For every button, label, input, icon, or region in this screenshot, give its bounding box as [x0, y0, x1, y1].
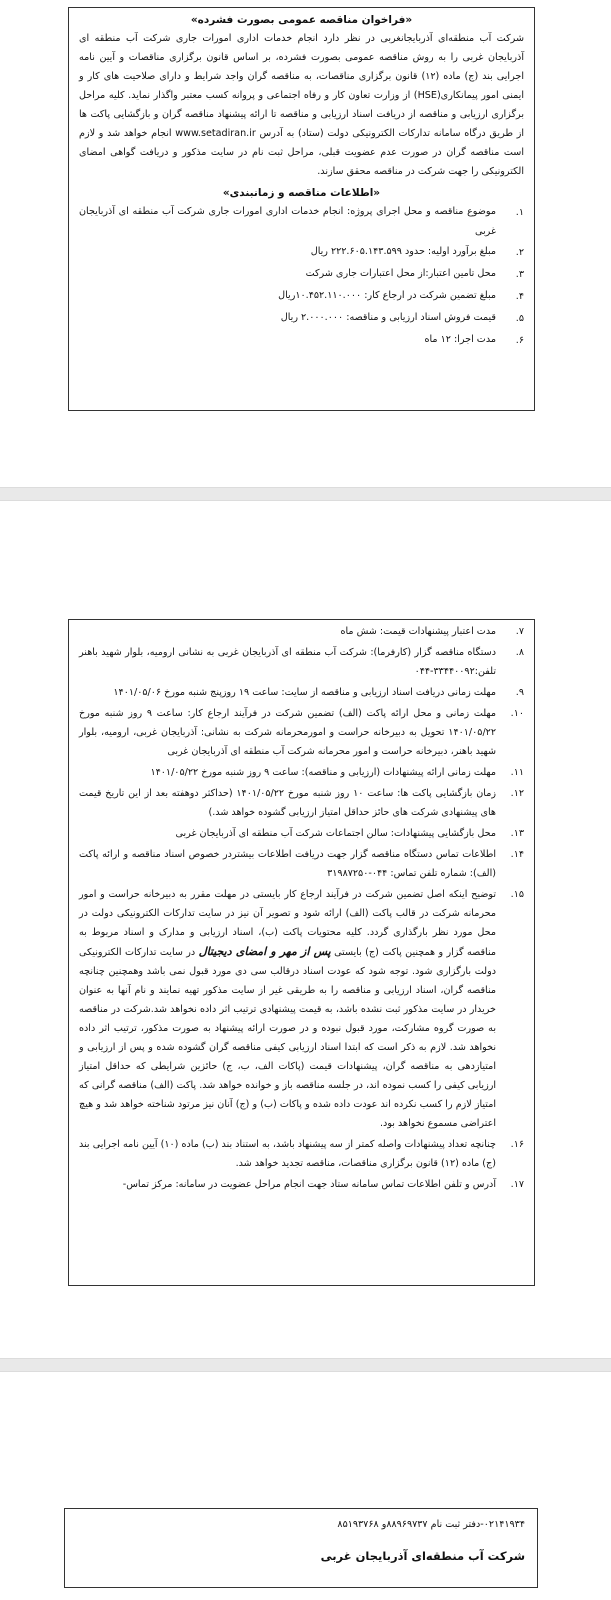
item-text-emphasis: پس از مهر و امضای دیجیتال	[198, 945, 331, 958]
list-item	[79, 885, 524, 1133]
item-number: ۴.	[515, 291, 524, 302]
page-1-notice	[68, 7, 535, 411]
company-name: شرکت آب منطقه‌ای آذربایجان غربی	[320, 1549, 525, 1563]
item-text: آدرس و تلفن اطلاعات تماس سامانه ستاد جهت انجام مراحل عضویت در سامانه: مرکز تماس-	[122, 1179, 496, 1190]
item-number: ۵.	[515, 313, 524, 324]
item-number: ۱۵.	[510, 889, 524, 900]
item-number: ۶.	[515, 335, 524, 346]
item-number: ۹.	[515, 687, 524, 698]
item-text: قیمت فروش اسناد ارزیابی و مناقصه: ۲.۰۰۰.۰۰۰ ریال	[280, 312, 496, 323]
contact-line: ۰۲۱۴۱۹۳۴-دفتر ثبت نام ۸۸۹۶۹۷۳۷و ۸۵۱۹۳۷۶۸	[337, 1519, 525, 1530]
item-text: مبلغ تضمین شرکت در ارجاع کار: ۱۰.۴۵۲.۱۱۰.۰۰۰ریال	[278, 290, 496, 301]
list-item	[79, 242, 524, 264]
item-number: ۷.	[515, 626, 524, 637]
item-text	[79, 885, 496, 1133]
page-separator	[0, 487, 611, 501]
notice-title: «فراخوان مناقصه عمومی بصورت فشرده»	[190, 14, 413, 26]
item-number: ۱۰.	[510, 708, 524, 719]
item-number: ۱.	[515, 207, 524, 218]
item-number: ۱۴.	[510, 849, 524, 860]
item-text: مهلت زمانی و محل ارائه پاکت (الف) تضمین شرکت در فرآیند ارجاع کار: ساعت ۹ روز شنبه مورخ ۱۴۰۱/۰۵/۲۲ تحویل به دبیرخانه حراست و امورمحرمانه شرکت به نشانی: آذربایجان غربی، ارومیه، بلوار شهید باهنر، دبیرخانه حراست و امور محرمانه شرکت آب منطقه ای آذربایجان غربی	[79, 708, 496, 757]
tender-info-list	[79, 202, 524, 352]
item-text: چنانچه تعداد پیشنهادات واصله کمتر از سه پیشنهاد باشد، به استناد بند (ب) ماده (۱۰) آیین نامه اجرایی بند (ج) ماده (۱۲) قانون برگزاری مناقصات، مناقصه تجدید خواهد شد.	[79, 1139, 496, 1169]
list-item	[79, 308, 524, 330]
item-number: ۱۲.	[510, 788, 524, 799]
item-number: ۸.	[515, 647, 524, 658]
page-3-footer	[64, 1508, 538, 1588]
item-number: ۱۱.	[510, 767, 524, 778]
page-2-notice	[68, 619, 535, 1286]
section-subtitle: «اطلاعات مناقصه و زمانبندی»	[222, 187, 381, 199]
item-text: زمان بازگشایی پاکت ها: ساعت ۱۰ روز شنبه مورخ ۱۴۰۱/۰۵/۲۲ (حداکثر دوهفته بعد از این تاریخ قیمت های پیشنهادی شرکت های حائز حداقل امتیاز ارزیابی گشوده خواهد شد.)	[79, 788, 496, 818]
list-item	[79, 622, 524, 641]
item-number: ۱۷.	[510, 1179, 524, 1190]
list-item	[79, 1175, 524, 1194]
item-text: دستگاه مناقصه گزار (کارفرما): شرکت آب منطقه ای آذربایجان غربی به نشانی ارومیه، بلوار شهید باهنر تلفن:۳۳۴۴۰۰۹۲-۰۴۴	[79, 647, 496, 677]
item-text: مدت اجرا: ۱۲ ماه	[424, 334, 496, 345]
item-number: ۳.	[515, 269, 524, 280]
list-item	[79, 845, 524, 883]
list-item	[79, 704, 524, 761]
item-number: ۱۶.	[510, 1139, 524, 1150]
item-text: محل تامین اعتبار:از محل اعتبارات جاری شرکت	[305, 268, 496, 279]
item-text: موضوع مناقصه و محل اجرای پروژه: انجام خدمات اداری امورات جاری شرکت آب منطقه ای آذربایجان غربی	[79, 206, 496, 237]
list-item	[79, 763, 524, 782]
list-item	[79, 784, 524, 822]
list-item	[79, 824, 524, 843]
list-item	[79, 264, 524, 286]
list-item	[79, 330, 524, 352]
item-text: مهلت زمانی ارائه پیشنهادات (ارزیابی و مناقصه): ساعت ۹ روز شنبه مورخ ۱۴۰۱/۰۵/۲۲	[150, 767, 496, 778]
page-separator	[0, 1358, 611, 1372]
item-text-before: توضیح اینکه اصل تضمین شرکت در فرآیند ارجاع کار بایستی در مهلت مقرر به دبیرخانه حراست و امور محرمانه شرکت در قالب پاکت (الف) ارائه شود و تصویر آن نیز در سایت تدارکات الکترونیکی دولت در محل مورد نظر بارگذاری گردد. کلیه محتویات پاکت (ب)، اسناد ارزیابی و مدارک و اسناد مربوط به مناقصه گزار و همچنین پاکت (ج) بایستی	[79, 889, 496, 958]
tender-schedule-list	[79, 622, 524, 1194]
item-text: مبلغ برآورد اولیه: حدود ۲۲۲.۶۰۵.۱۴۳.۵۹۹ ریال	[310, 246, 496, 257]
item-number: ۱۳.	[510, 828, 524, 839]
item-text: محل بازگشایی پیشنهادات: سالن اجتماعات شرکت آب منطقه ای آذربایجان غربی	[175, 828, 496, 839]
item-text: مدت اعتبار پیشنهادات قیمت: شش ماه	[340, 626, 496, 637]
list-item	[79, 1135, 524, 1173]
list-item	[79, 683, 524, 702]
list-item	[79, 202, 524, 242]
item-text-after: در سایت تدارکات الکترونیکی دولت بارگزاری شود. توجه شود که عودت اسناد درقالب سی دی مورد قبول نمی باشد وهمچنین چنانچه مناقصه گران، اسناد ارزیابی و مناقصه را به طریقی غیر از سایت مذکور تهیه نمایند و نام آنها به عنوان خریدار در سایت مذکور ثبت نشده باشد، به قیمت پیشنهادی ترتیب اثر داده نخواهد شد.شرکت در مناقصه به صورت گروه مشارکت، مورد قبول نبوده و در صورت ارائه پیشنهاد به صورت مذکور، ترتیب اثر داده نخواهد شد. لازم به ذکر است که ابتدا اسناد ارزیابی کیفی مناقصه گران گشوده شده و پس از ارزیابی و امتیازدهی به مناقصه گران، پیشنهادات قیمت (پاکات الف، ب، ج) حائزین شرایطی که حداقل امتیاز ارزیابی کیفی را کسب نموده اند، در جلسه مناقصه باز و خوانده خواهد شد. پاکت (الف) مناقصه گرانی که امتیاز لازم را کسب نکرده اند عودت داده شده و پاکات (ب) و (ج) آنان نیز مرتود شناخته خواهد شد و هیچ اعتراضی مسموع نخواهد بود.	[79, 947, 496, 1129]
item-text: اطلاعات تماس دستگاه مناقصه گزار جهت دریافت اطلاعات بیشتردر خصوص اسناد مناقصه و ارائه پاکت (الف): شماره تلفن تماس: ۰۴۴-۳۱۹۸۷۲۵۰	[79, 849, 496, 879]
item-number: ۲.	[515, 247, 524, 258]
list-item	[79, 643, 524, 681]
notice-intro: شرکت آب منطقه‌ای آذربایجانغربی در نظر دارد انجام خدمات اداری امورات جاری شرکت آب منطقه ای آذربایجان غربی را به روش مناقصه عمومی بصورت فشرده، بر اساس قانون برگزاری مناقصات و آیین نامه اجرایی بند (ج) ماده (۱۲) قانون برگزاری مناقصات، به مناقصه گران واجد شرایط و دارای صلاحیت های کار و ایمنی امور پیمانکاری(HSE) از وزارت تعاون کار و رفاه اجتماعی و پروانه کسب معتبر واگذار نماید. کلیه مراحل برگزاری ارزیابی و مناقصه از دریافت اسناد ارزیابی و مناقصه تا ارائه پیشنهاد مناقصه گران و بازگشایی پاکت ها از طریق درگاه سامانه تدارکات الکترونیکی دولت (ستاد) به آدرس www.setadiran.ir انجام خواهد شد و لازم است مناقصه گران در صورت عدم عضویت قبلی، مراحل ثبت نام در سایت مذکور و دریافت گواهی امضای الکترونیکی را جهت شرکت در مناقصه محقق سازند.	[79, 33, 524, 177]
list-item	[79, 286, 524, 308]
item-text: مهلت زمانی دریافت اسناد ارزیابی و مناقصه از سایت: ساعت ۱۹ روزپنج شنبه مورخ ۱۴۰۱/۰۵/۰۶	[113, 687, 496, 698]
